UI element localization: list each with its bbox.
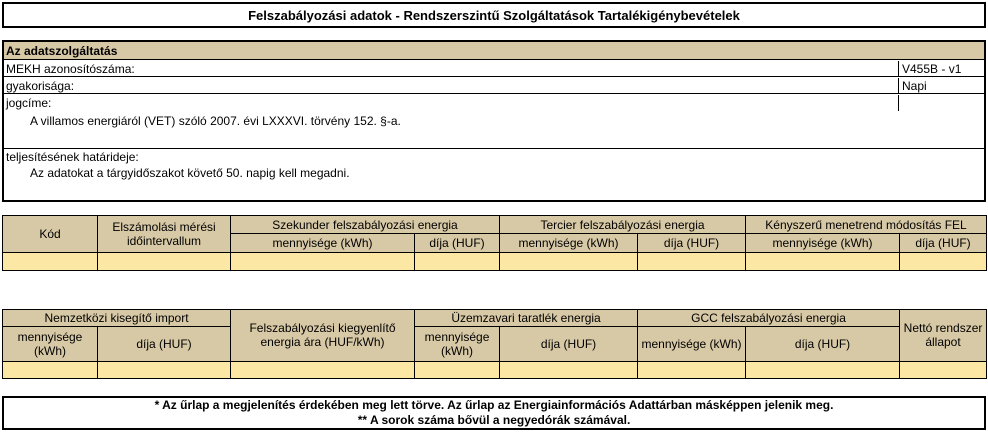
header-kenyszeru-qty: mennyisége (kWh) bbox=[746, 234, 900, 252]
input-cell[interactable] bbox=[3, 252, 98, 270]
mekh-value: V455B - v1 bbox=[898, 61, 984, 76]
legal-basis-text: A villamos energiáról (VET) szóló 2007. évi LXXXVI. törvény 152. §-a. bbox=[30, 114, 401, 128]
header-gcc-qty: mennyisége (kWh) bbox=[638, 327, 746, 362]
header-uzemzavari-fee: díja (HUF) bbox=[500, 327, 638, 362]
input-cell[interactable] bbox=[98, 361, 231, 378]
input-cell[interactable] bbox=[98, 252, 231, 270]
header-gcc-fee: díja (HUF) bbox=[746, 327, 900, 362]
header-tercier-qty: mennyisége (kWh) bbox=[500, 234, 638, 252]
input-cell[interactable] bbox=[638, 252, 746, 270]
legal-basis-row bbox=[4, 95, 984, 111]
header-nemzetkozi: Nemzetközi kisegítő import bbox=[3, 310, 231, 327]
input-cell[interactable] bbox=[638, 361, 746, 378]
frequency-label: gyakorisága: bbox=[6, 79, 75, 93]
reserve-table-1 bbox=[2, 215, 987, 271]
input-cell[interactable] bbox=[900, 252, 987, 270]
input-cell[interactable] bbox=[231, 361, 415, 378]
input-cell[interactable] bbox=[3, 361, 98, 378]
deadline-text: Az adatokat a tárgyidőszakot követő 50. napig kell megadni. bbox=[30, 166, 350, 180]
input-cell[interactable] bbox=[500, 252, 638, 270]
header-szekunder-qty: mennyisége (kWh) bbox=[231, 234, 415, 252]
frequency-row bbox=[4, 78, 984, 94]
deadline-label: teljesítésének határideje: bbox=[4, 148, 984, 164]
table-row bbox=[3, 252, 987, 270]
footnote-2: ** A sorok száma bővül a negyedórák számával. bbox=[357, 413, 631, 427]
legal-basis-label: jogcíme: bbox=[6, 96, 52, 110]
header-uzemzavari: Üzemzavari taratlék energia bbox=[415, 310, 638, 327]
header-szekunder-fee: díja (HUF) bbox=[415, 234, 500, 252]
header-kod: Kód bbox=[3, 216, 98, 253]
reserve-table-2 bbox=[2, 309, 987, 379]
input-cell[interactable] bbox=[231, 252, 415, 270]
footnote-box bbox=[2, 396, 986, 430]
input-cell[interactable] bbox=[500, 361, 638, 378]
header-szekunder: Szekunder felszabályozási energia bbox=[231, 216, 500, 234]
header-kiegyenlito: Felszabályozási kiegyenlítő energia ára (HUF/kWh) bbox=[231, 310, 415, 362]
header-nemzetkozi-qty: mennyisége (kWh) bbox=[3, 327, 98, 362]
header-gcc: GCC felszabályozási energia bbox=[638, 310, 900, 327]
header-netto: Nettó rendszer állapot bbox=[900, 310, 987, 362]
header-kenyszeru-fee: díja (HUF) bbox=[900, 234, 987, 252]
service-heading: Az adatszolgáltatás bbox=[4, 42, 984, 60]
footnote-1: * Az űrlap a megjelenítés érdekében meg lett törve. Az űrlap az Energiainformációs Adattárban másképpen jelenik meg. bbox=[154, 398, 834, 412]
header-interval: Elszámolási mérési időintervallum bbox=[98, 216, 231, 253]
header-uzemzavari-qty: mennyisége (kWh) bbox=[415, 327, 500, 362]
input-cell[interactable] bbox=[746, 361, 900, 378]
input-cell[interactable] bbox=[746, 252, 900, 270]
table-row bbox=[3, 361, 987, 378]
input-cell[interactable] bbox=[415, 252, 500, 270]
mekh-row bbox=[4, 61, 984, 77]
frequency-value: Napi bbox=[898, 78, 984, 93]
legal-basis-value-cell bbox=[898, 95, 984, 111]
mekh-label: MEKH azonosítószáma: bbox=[6, 62, 135, 76]
header-nemzetkozi-fee: díja (HUF) bbox=[98, 327, 231, 362]
form-title: Felszabályozási adatok - Rendszerszintű Szolgáltatások Tartalékigénybevételek bbox=[2, 2, 986, 28]
input-cell[interactable] bbox=[900, 361, 987, 378]
header-tercier: Tercier felszabályozási energia bbox=[500, 216, 746, 234]
header-kenyszeru: Kényszerű menetrend módosítás FEL bbox=[746, 216, 987, 234]
header-tercier-fee: díja (HUF) bbox=[638, 234, 746, 252]
service-info-panel bbox=[2, 40, 986, 202]
input-cell[interactable] bbox=[415, 361, 500, 378]
